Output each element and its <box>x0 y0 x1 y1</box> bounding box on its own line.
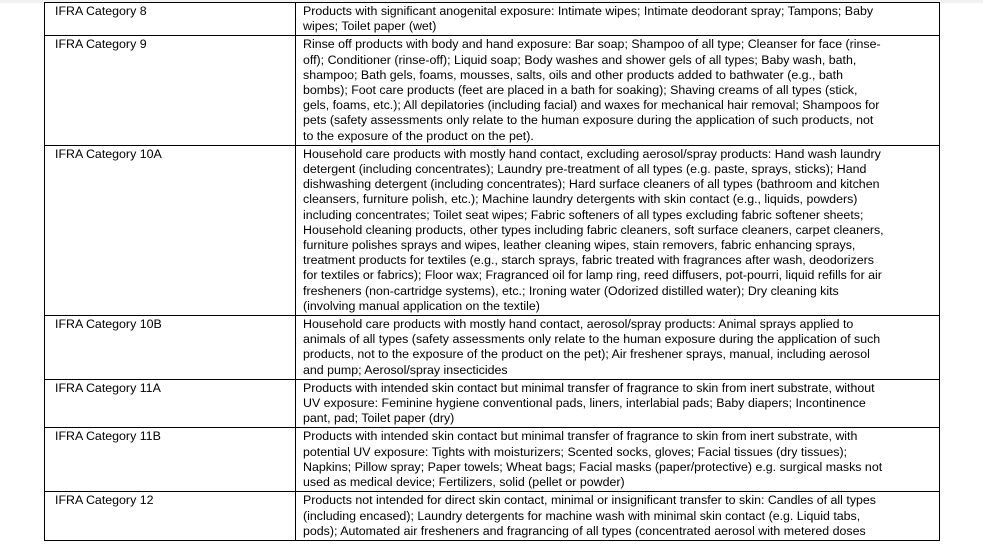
table-row <box>45 145 940 315</box>
category-cell: IFRA Category 8 <box>45 3 296 36</box>
description-line: Napkins; Pillow spray; Paper towels; Wheat bags; Facial masks (paper/protective) e.g. surgical masks not <box>303 459 883 474</box>
description-cell <box>296 379 940 428</box>
description-line: cleansers, furniture polish, etc.); Machine laundry detergents with skin contact (e.g., liquids, powders) <box>303 192 858 207</box>
ifra-category-table-container <box>44 2 940 541</box>
description-line: pets (safety assessments only relate to the human exposure during the application of such products, not <box>303 113 874 128</box>
table-row <box>45 36 940 145</box>
description-line: pant, pad; Toilet paper (dry) <box>303 411 455 426</box>
category-cell: IFRA Category 11A <box>45 379 296 428</box>
description-line: bombs); Foot care products (feet are placed in a bath for soaking); Shaving creams of all types (stick, <box>303 83 858 98</box>
category-cell: IFRA Category 12 <box>45 492 296 541</box>
description-line: wipes; Toilet paper (wet) <box>303 19 437 34</box>
description-cell <box>296 36 940 145</box>
description-line: for textiles or fabrics); Floor wax; Fragranced oil for lamp ring, reed diffusers, pot-pourri, liquid refills for air <box>303 268 882 283</box>
description-line: (including encased); Laundry detergents for machine wash with minimal skin contact (e.g. Liquid tabs, <box>303 508 861 523</box>
table-row <box>45 379 940 428</box>
category-cell: IFRA Category 10B <box>45 316 296 380</box>
description-line: gels, foams, etc.); All depilatories (including facial) and waxes for mechanical hair removal; Shampoos for <box>303 98 880 113</box>
description-line: Products with significant anogenital exposure: Intimate wipes; Intimate deodorant spray; Tampons; Baby <box>303 4 874 18</box>
description-line: detergent (including concentrates); Laundry pre-treatment of all types (e.g. paste, sprays, sticks); Hand <box>303 162 867 177</box>
description-line: dishwashing detergent (including concentrates); Hard surface cleaners of all types (bathroom and kitchen <box>303 177 880 192</box>
description-cell <box>296 428 940 492</box>
description-line: Household cleaning products, other types including fabric cleaners, soft surface cleaners, carpet cleaners, <box>303 222 884 237</box>
ifra-category-table <box>44 2 940 541</box>
description-line: Rinse off products with body and hand exposure: Bar soap; Shampoo of all type; Cleanser for face (rinse- <box>303 37 881 52</box>
description-line: Household care products with mostly hand contact, excluding aerosol/spray products: Hand wash laundry <box>303 146 881 161</box>
table-body <box>45 3 940 541</box>
description-line: to the exposure of the product on the pet). <box>303 128 534 143</box>
description-line: furniture polishes sprays and wipes, leather cleaning wipes, stain removers, fabric enhancing sprays, <box>303 238 856 253</box>
description-line: used as medical device; Fertilizers, solid (pellet or powder) <box>303 475 625 490</box>
description-line: and pump; Aerosol/spray insecticides <box>303 362 508 377</box>
description-line: UV exposure: Feminine hygiene conventional pads, liners, interlabial pads; Baby diapers; Incontinence <box>303 396 866 411</box>
description-line: including concentrates; Toilet seat wipes; Fabric softeners of all types excluding fabric softener sheets; <box>303 207 864 222</box>
description-cell <box>296 316 940 380</box>
description-line: Household care products with mostly hand contact, aerosol/spray products: Animal sprays applied to <box>303 317 854 332</box>
category-cell: IFRA Category 11B <box>45 428 296 492</box>
description-line: fresheners (non-cartridge systems), etc.; Ironing water (Odorized distilled water); Dry cleaning kits <box>303 283 839 298</box>
description-line: off); Conditioner (rinse-off); Liquid soap; Body washes and shower gels of all types; Baby wash, bath, <box>303 52 857 67</box>
description-line: pods); Automated air fresheners and fragrancing of all types (concentrated aerosol with metered doses <box>303 523 866 538</box>
description-line: (involving manual application on the textile) <box>303 298 540 313</box>
table-row <box>45 492 940 541</box>
table-row <box>45 428 940 492</box>
description-line: treatment products for textiles (e.g., starch sprays, fabric treated with fragrances after wash, deodorizers <box>303 253 874 268</box>
description-cell <box>296 145 940 315</box>
category-cell: IFRA Category 9 <box>45 36 296 145</box>
description-line: products, not to the exposure of the product on the pet); Air freshener sprays, manual, including aerosol <box>303 347 870 362</box>
description-line: Products with intended skin contact but minimal transfer of fragrance to skin from inert substrate, with <box>303 429 858 444</box>
category-cell: IFRA Category 10A <box>45 145 296 315</box>
description-line: shampoo; Bath gels, foams, mousses, salts, oils and other products added to bathwater (e.g., bath <box>303 67 843 82</box>
description-line: potential UV exposure: Tights with moisturizers; Scented socks, gloves; Facial tissues (dry tissues); <box>303 444 848 459</box>
table-row <box>45 316 940 380</box>
description-line: Products with intended skin contact but minimal transfer of fragrance to skin from inert substrate, without <box>303 380 875 395</box>
description-cell <box>296 3 940 36</box>
description-line: Products not intended for direct skin contact, minimal or insignificant transfer to skin: Candles of all types <box>303 493 876 508</box>
table-row <box>45 3 940 36</box>
description-cell <box>296 492 940 541</box>
description-line: animals of all types (safety assessments only relate to the human exposure during the application of such <box>303 332 881 347</box>
